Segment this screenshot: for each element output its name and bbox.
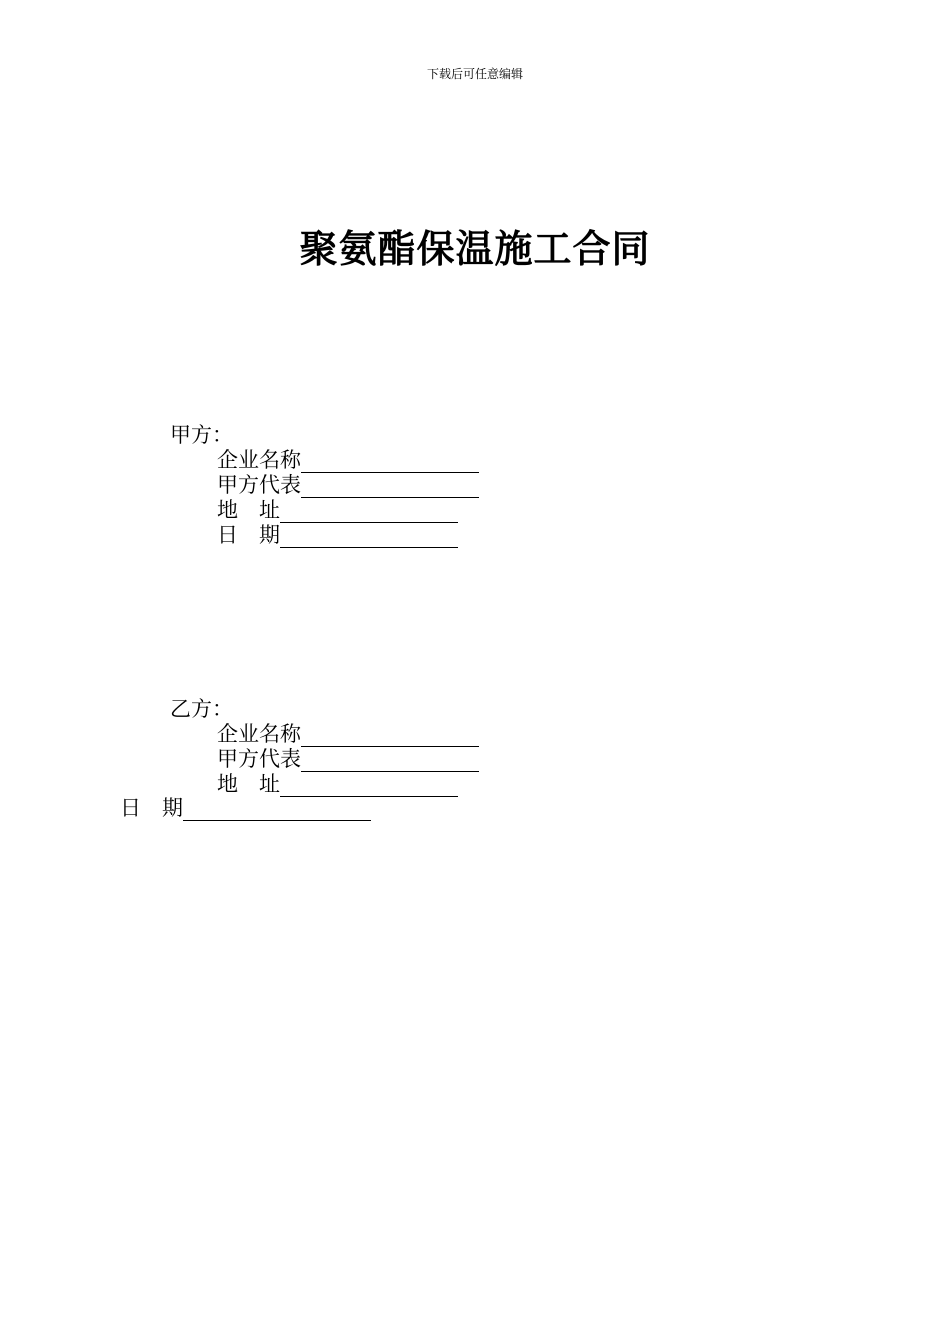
party-b-representative-blank[interactable] xyxy=(301,750,479,772)
party-b-section xyxy=(170,697,479,797)
party-a-address-blank[interactable] xyxy=(280,501,458,523)
party-b-label: 乙方： xyxy=(170,697,233,721)
party-a-address-label: 地 址 xyxy=(217,498,280,522)
party-a-representative-blank[interactable] xyxy=(301,476,479,498)
party-b-address-field xyxy=(217,772,479,797)
party-b-date-field xyxy=(120,796,371,821)
party-b-representative-field xyxy=(217,747,479,772)
party-a-representative-field xyxy=(217,473,479,498)
party-a-date-label: 日 期 xyxy=(217,523,280,547)
party-b-date-label: 日 期 xyxy=(120,796,183,820)
party-b-company-label: 企业名称 xyxy=(217,722,301,746)
contract-title: 聚氨酯保温施工合同 xyxy=(299,226,651,271)
party-a-section xyxy=(170,423,479,548)
party-a-company-blank[interactable] xyxy=(301,451,479,473)
party-b-representative-label: 甲方代表 xyxy=(217,747,301,771)
party-b-address-label: 地 址 xyxy=(217,772,280,796)
party-b-date-blank[interactable] xyxy=(183,799,371,821)
party-b-address-blank[interactable] xyxy=(280,775,458,797)
party-a-address-field xyxy=(217,498,479,523)
party-b-company-field xyxy=(217,722,479,747)
party-a-label: 甲方： xyxy=(170,423,233,447)
party-b-company-blank[interactable] xyxy=(301,725,479,747)
header-note: 下载后可任意编辑 xyxy=(426,67,523,81)
party-a-representative-label: 甲方代表 xyxy=(217,473,301,497)
party-a-date-blank[interactable] xyxy=(280,526,458,548)
party-a-date-field xyxy=(217,523,479,548)
party-a-company-label: 企业名称 xyxy=(217,448,301,472)
party-a-company-field xyxy=(217,448,479,473)
